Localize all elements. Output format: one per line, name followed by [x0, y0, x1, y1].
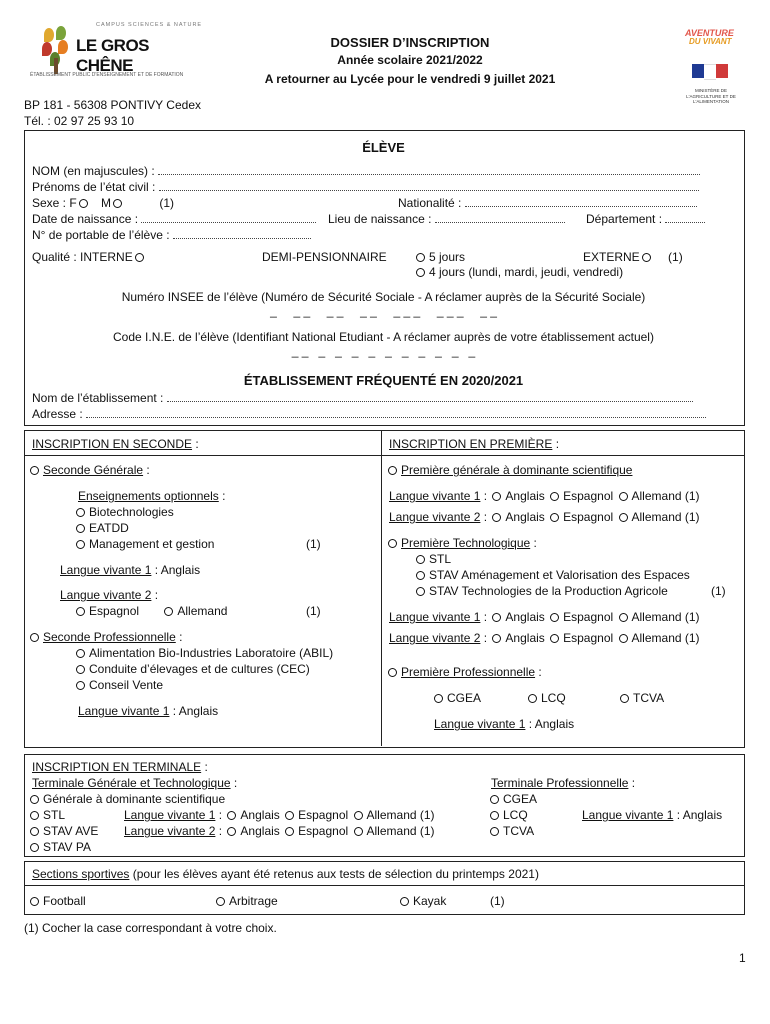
- option-biotech: Biotechnologies: [74, 505, 174, 519]
- radio-sex-f[interactable]: [79, 199, 88, 208]
- note-ref: (1): [490, 894, 505, 908]
- school-heading: ÉTABLISSEMENT FRÉQUENTÉ EN 2020/2021: [243, 373, 524, 388]
- techno-stl: STL: [414, 552, 451, 566]
- return-deadline: A retourner au Lycée pour le vendredi 9 juillet 2021: [264, 72, 556, 86]
- aventure-badge: AVENTURE DU VIVANT: [685, 28, 734, 46]
- sport-title: Sections sportives (pour les élèves ayant été retenus aux tests de sélection du printemps 2021): [32, 867, 539, 881]
- french-flag-icon: [692, 64, 728, 78]
- checkbox-allemand[interactable]: [354, 827, 363, 836]
- seconde-lv1: Langue vivante 1 : Anglais: [60, 563, 201, 577]
- checkbox-term-stav-pa[interactable]: [30, 843, 39, 852]
- checkbox-stav-ave[interactable]: [416, 571, 425, 580]
- pro-lcq: LCQ: [526, 691, 566, 705]
- premiere-lv1: Langue vivante 1 : Anglais Espagnol Allemand (1): [389, 489, 700, 503]
- phone-line: Tél. : 02 97 25 93 10: [24, 114, 135, 128]
- terminale-pro-title: Terminale Professionnelle :: [491, 776, 636, 790]
- school-logo: [28, 22, 208, 80]
- ine-label: Code I.N.E. de l’élève (Identifiant National Etudiant - A réclamer auprès de votre établissement actuel): [113, 330, 654, 344]
- checkbox-football[interactable]: [30, 897, 39, 906]
- checkbox-allemand[interactable]: [164, 607, 173, 616]
- radio-intern[interactable]: [135, 253, 144, 262]
- seconde-pro-lv1: Langue vivante 1 : Anglais: [78, 704, 219, 718]
- radio-5-days[interactable]: [416, 253, 425, 262]
- sport-football: Football: [28, 894, 86, 908]
- nationality-field[interactable]: Nationalité :: [398, 196, 697, 210]
- pro-tcva: TCVA: [618, 691, 664, 705]
- ine-input[interactable]: _ _ _ _ _ _ _ _ _ _ _ _: [291, 344, 476, 358]
- seconde-heading: INSCRIPTION EN SECONDE :: [32, 437, 199, 451]
- checkbox-allemand[interactable]: [619, 634, 628, 643]
- header-divider: [24, 455, 744, 456]
- terminale-gen-title: Terminale Générale et Technologique :: [32, 776, 238, 790]
- pro-cgea: CGEA: [432, 691, 481, 705]
- radio-extern[interactable]: [642, 253, 651, 262]
- checkbox-seconde-generale[interactable]: [30, 466, 39, 475]
- checkbox-seconde-pro[interactable]: [30, 633, 39, 642]
- birth-date-field[interactable]: Date de naissance :: [32, 212, 316, 226]
- checkbox-espagnol[interactable]: [285, 827, 294, 836]
- premiere-techno-lv1: Langue vivante 1 : Anglais Espagnol Allemand (1): [389, 610, 700, 624]
- quality-half-board: DEMI-PENSIONNAIRE: [262, 250, 387, 264]
- quality-extern: EXTERNE (1): [583, 250, 683, 264]
- sport-kayak: Kayak: [398, 894, 446, 908]
- logo-tagline: CAMPUS SCIENCES & NATURE: [96, 22, 203, 28]
- terminale-stl: STL: [28, 808, 65, 822]
- checkbox-premiere-generale[interactable]: [388, 466, 397, 475]
- page-number: 1: [739, 951, 746, 965]
- checkbox-term-lcq[interactable]: [490, 811, 499, 820]
- checkbox-premiere-pro[interactable]: [388, 668, 397, 677]
- checkbox-espagnol[interactable]: [550, 513, 559, 522]
- checkbox-term-cgea[interactable]: [490, 795, 499, 804]
- seconde-lv2: Langue vivante 2 :: [60, 588, 159, 602]
- note-ref: (1): [306, 604, 321, 618]
- checkbox-stl[interactable]: [416, 555, 425, 564]
- premiere-pro-lv1: Langue vivante 1 : Anglais: [434, 717, 575, 731]
- radio-sex-m[interactable]: [113, 199, 122, 208]
- sex-field: Sexe : F M (1): [32, 196, 175, 210]
- pro-cec: Conduite d’élevages et de cultures (CEC): [74, 662, 310, 676]
- premiere-techno-lv2: Langue vivante 2 : Anglais Espagnol Allemand (1): [389, 631, 700, 645]
- seconde-lv2-options: Espagnol Allemand: [74, 604, 227, 618]
- footnote: (1) Cocher la case correspondant à votre choix.: [24, 921, 277, 935]
- checkbox-lcq[interactable]: [528, 694, 537, 703]
- sport-arbitrage: Arbitrage: [214, 894, 278, 908]
- techno-stav-tpa: STAV Technologies de la Production Agricole: [414, 584, 668, 598]
- school-address-field[interactable]: Adresse :: [32, 407, 706, 421]
- checkbox-term-generale[interactable]: [30, 795, 39, 804]
- checkbox-conseil-vente[interactable]: [76, 681, 85, 690]
- address-line: BP 181 - 56308 PONTIVY Cedex: [24, 98, 201, 112]
- column-divider: [381, 430, 382, 746]
- checkbox-anglais[interactable]: [492, 634, 501, 643]
- checkbox-anglais[interactable]: [492, 613, 501, 622]
- note-ref: (1): [306, 537, 321, 551]
- checkbox-term-stl[interactable]: [30, 811, 39, 820]
- last-name-field[interactable]: NOM (en majuscules) :: [32, 164, 700, 178]
- seconde-pro: Seconde Professionnelle :: [28, 630, 182, 644]
- logo-tree-icon: [40, 26, 74, 74]
- checkbox-allemand[interactable]: [619, 613, 628, 622]
- checkbox-espagnol[interactable]: [76, 607, 85, 616]
- checkbox-allemand[interactable]: [354, 811, 363, 820]
- school-year: Année scolaire 2021/2022: [337, 53, 483, 67]
- first-names-field[interactable]: Prénoms de l’état civil :: [32, 180, 699, 194]
- premiere-pro: Première Professionnelle :: [386, 665, 542, 679]
- checkbox-espagnol[interactable]: [285, 811, 294, 820]
- checkbox-anglais[interactable]: [492, 492, 501, 501]
- logo-subtitle: ÉTABLISSEMENT PUBLIC D'ENSEIGNEMENT ET DE FORMATION: [30, 72, 184, 78]
- checkbox-anglais[interactable]: [227, 811, 236, 820]
- terminale-lcq: LCQ: [488, 808, 528, 822]
- quality-intern: Qualité : INTERNE: [32, 250, 148, 264]
- insee-label: Numéro INSEE de l’élève (Numéro de Sécurité Sociale - A réclamer auprès de la Sécurité Sociale): [121, 290, 646, 304]
- checkbox-kayak[interactable]: [400, 897, 409, 906]
- school-name-field[interactable]: Nom de l’établissement :: [32, 391, 693, 405]
- option-4-days: 4 jours (lundi, mardi, jeudi, vendredi): [414, 265, 623, 279]
- checkbox-biotech[interactable]: [76, 508, 85, 517]
- premiere-heading: INSCRIPTION EN PREMIÈRE :: [389, 437, 560, 451]
- terminale-stavpa: STAV PA: [28, 840, 91, 854]
- checkbox-management[interactable]: [76, 540, 85, 549]
- insee-input[interactable]: _ _ _ _ _ _ _ _ _ _ _ _ _ _ _: [270, 304, 497, 318]
- checkbox-premiere-techno[interactable]: [388, 539, 397, 548]
- terminale-heading: INSCRIPTION EN TERMINALE :: [32, 760, 208, 774]
- checkbox-cec[interactable]: [76, 665, 85, 674]
- checkbox-stav-tpa[interactable]: [416, 587, 425, 596]
- premiere-lv2: Langue vivante 2 : Anglais Espagnol Allemand (1): [389, 510, 700, 524]
- sport-divider: [24, 885, 744, 886]
- terminale-stav: STAV AVE: [28, 824, 98, 838]
- radio-4-days[interactable]: [416, 268, 425, 277]
- terminale-cgea: CGEA: [488, 792, 537, 806]
- checkbox-tcva[interactable]: [620, 694, 629, 703]
- department-field[interactable]: Département :: [586, 212, 705, 226]
- terminale-pro-lv1: Langue vivante 1 : Anglais: [582, 808, 723, 822]
- checkbox-eatdd[interactable]: [76, 524, 85, 533]
- birth-place-field[interactable]: Lieu de naissance :: [328, 212, 565, 226]
- checkbox-espagnol[interactable]: [550, 613, 559, 622]
- checkbox-espagnol[interactable]: [550, 492, 559, 501]
- checkbox-anglais[interactable]: [227, 827, 236, 836]
- option-eatdd: EATDD: [74, 521, 129, 535]
- terminale-lv1: Langue vivante 1 : Anglais Espagnol Allemand (1): [124, 808, 435, 822]
- ministry-logo: MINISTÈRE DE L'AGRICULTURE ET DE L'ALIMENTATION: [688, 58, 738, 118]
- terminale-tcva: TCVA: [488, 824, 534, 838]
- pro-abil: Alimentation Bio-Industries Laboratoire (ABIL): [74, 646, 333, 660]
- logo-name: LE GROS CHÊNE: [76, 36, 150, 75]
- checkbox-allemand[interactable]: [619, 492, 628, 501]
- checkbox-term-stav-ave[interactable]: [30, 827, 39, 836]
- options-title: Enseignements optionnels :: [78, 489, 226, 503]
- option-management: Management et gestion: [74, 537, 214, 551]
- terminale-generale: Générale à dominante scientifique: [28, 792, 225, 806]
- checkbox-espagnol[interactable]: [550, 634, 559, 643]
- premiere-generale: Première générale à dominante scientifique: [386, 463, 632, 477]
- document-title: DOSSIER D’INSCRIPTION: [330, 35, 490, 50]
- pro-conseil: Conseil Vente: [74, 678, 163, 692]
- checkbox-term-tcva[interactable]: [490, 827, 499, 836]
- student-heading: ÉLÈVE: [362, 140, 405, 155]
- premiere-techno: Première Technologique :: [386, 536, 537, 550]
- checkbox-anglais[interactable]: [492, 513, 501, 522]
- option-5-days: 5 jours: [414, 250, 465, 264]
- checkbox-arbitrage[interactable]: [216, 897, 225, 906]
- techno-stav-ave: STAV Aménagement et Valorisation des Espaces: [414, 568, 690, 582]
- note-ref: (1): [711, 584, 726, 598]
- seconde-generale: Seconde Générale :: [28, 463, 150, 477]
- checkbox-abil[interactable]: [76, 649, 85, 658]
- mobile-field[interactable]: N° de portable de l’élève :: [32, 228, 311, 242]
- terminale-lv2: Langue vivante 2 : Anglais Espagnol Allemand (1): [124, 824, 435, 838]
- checkbox-allemand[interactable]: [619, 513, 628, 522]
- checkbox-cgea[interactable]: [434, 694, 443, 703]
